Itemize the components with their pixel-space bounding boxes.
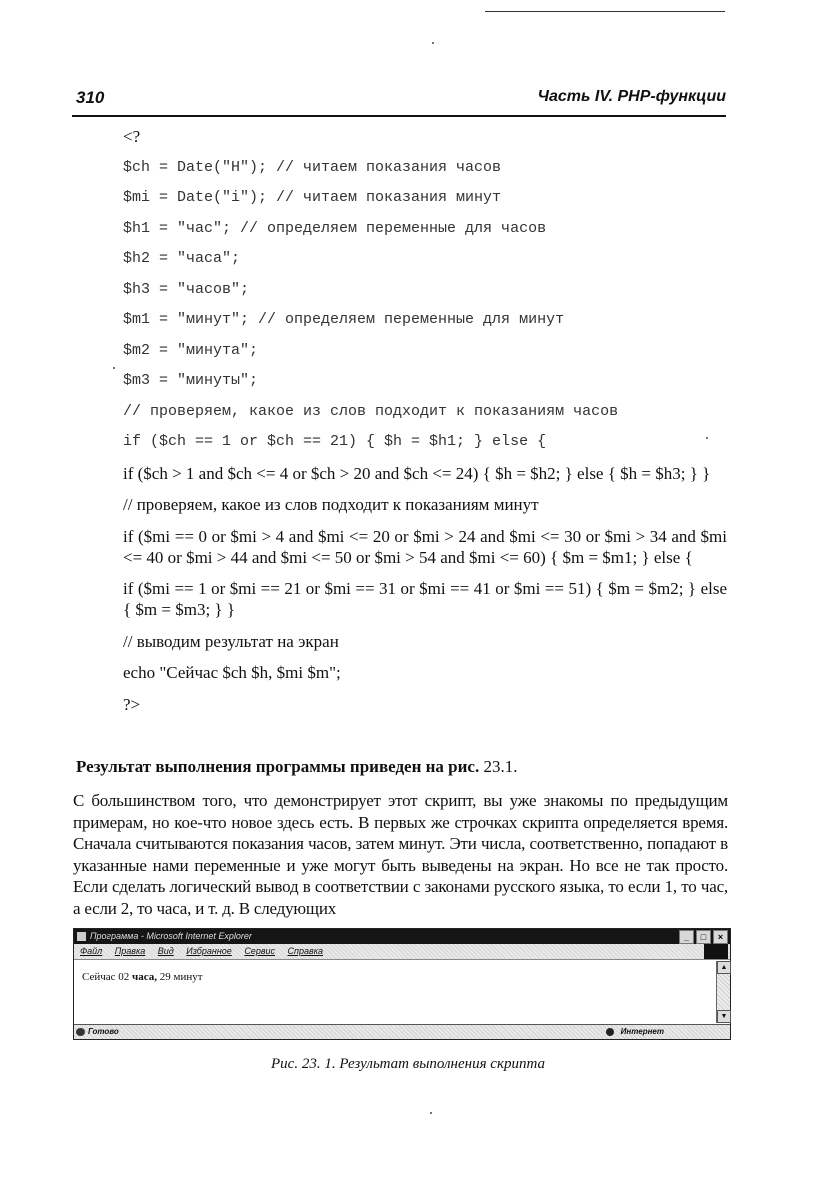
figure-caption: Рис. 23. 1. Результат выполнения скрипта	[271, 1056, 545, 1072]
code-line: $h3 = "часов";	[123, 280, 250, 298]
menu-tools[interactable]: Сервис	[244, 946, 276, 956]
browser-content	[74, 961, 716, 1021]
chapter-title: Часть IV. PHP-функции	[537, 88, 726, 105]
minimize-icon[interactable]: _	[679, 930, 694, 944]
scroll-down-icon[interactable]: ▼	[717, 1010, 731, 1023]
code-line: echo "Сейчас $ch $h, $mi $m";	[123, 663, 341, 682]
internet-zone-icon	[606, 1028, 614, 1036]
status-zone: Интернет	[620, 1027, 664, 1036]
code-line: $h1 = "час"; // определяем переменные для часов	[123, 219, 547, 237]
code-line: $m3 = "минуты";	[123, 372, 259, 389]
code-line: if ($mi == 0 or $mi > 4 and $mi <= 20 or $mi > 24 and $mi <= 30 or $mi > 34 and $mi <= 40 or $mi > 44 and $mi <= 50 or $mi > 54 and $mi <= 60) { $m = $m1; } else {	[123, 526, 727, 567]
code-line: // проверяем, какое из слов подходит к показаниям минут	[123, 495, 539, 514]
code-line: $m1 = "минут"; // определяем переменные для минут	[123, 311, 565, 328]
result-text: Результат выполнения программы приведен на рис.	[76, 757, 480, 776]
output-prefix: Сейчас 02	[82, 971, 130, 983]
scan-artifact-line	[485, 11, 725, 12]
close-icon[interactable]: ×	[713, 930, 728, 944]
code-line: ?>	[123, 694, 141, 714]
browser-titlebar	[74, 929, 730, 944]
code-line: <?	[123, 127, 141, 146]
output-suffix: 29 минут	[159, 971, 203, 983]
scan-dot	[113, 367, 115, 369]
page-number: 310	[76, 88, 105, 107]
code-listing	[123, 126, 727, 725]
code-line: if ($ch == 1 or $ch == 21) { $h = $h1; } else {	[123, 433, 547, 450]
scan-dot	[432, 42, 434, 44]
code-line: $ch = Date("H"); // читаем показания часов	[123, 158, 502, 176]
header-divider	[72, 115, 726, 117]
menu-file[interactable]: Файл	[80, 946, 103, 956]
body-paragraph: С большинством того, что демонстрирует этот скрипт, вы уже знакомы по предыдущим примерам, но кое-что новое здесь есть. В первых же строчках скрипта определяется время. Сначала считываются показания часов, затем минут. Эти числа, соответственно, попадают в указанные нами переменные и уже могут быть выведены на экран. Но все не так просто. Если сделать логический вывод в соответствии с законами русского языка, то если 1, то час, а если 2, то часа, и т. д. В следующих	[73, 791, 728, 918]
code-line: $h2 = "часа";	[123, 250, 241, 267]
code-line: if ($ch > 1 and $ch <= 4 or $ch > 20 and $ch <= 24) { $h = $h2; } else { $h = $h3; } }	[123, 463, 711, 483]
scan-dot	[430, 1112, 432, 1114]
browser-window-figure	[73, 928, 731, 1040]
menu-edit[interactable]: Правка	[114, 946, 146, 956]
result-heading	[76, 757, 517, 777]
figure-reference: 23.1.	[483, 757, 518, 776]
menu-help[interactable]: Справка	[287, 946, 323, 956]
browser-statusbar	[74, 1024, 730, 1039]
ie-app-icon	[77, 932, 86, 941]
maximize-icon[interactable]: □	[696, 930, 711, 944]
code-line: $m2 = "минута";	[123, 341, 259, 359]
vertical-scrollbar[interactable]	[716, 961, 730, 1023]
browser-menubar	[74, 944, 730, 960]
code-line: // проверяем, какое из слов подходит к показаниям часов	[123, 402, 619, 420]
code-line: // выводим результат на экран	[123, 631, 339, 651]
browser-title: Программа - Microsoft Internet Explorer	[90, 931, 252, 941]
output-hour-word: часа,	[132, 971, 158, 983]
code-line: $mi = Date("i"); // читаем показания минут	[123, 189, 502, 206]
code-line: if ($mi == 1 or $mi == 21 or $mi == 31 or $mi == 41 or $mi == 51) { $m = $m2; } else { $m = $m3; } }	[123, 579, 727, 619]
status-text: Готово	[88, 1027, 119, 1036]
scroll-up-icon[interactable]: ▲	[717, 961, 731, 974]
windows-logo-icon	[704, 944, 728, 959]
menu-view[interactable]: Вид	[157, 946, 174, 956]
page-status-icon	[76, 1028, 85, 1036]
menu-favorites[interactable]: Избранное	[186, 946, 232, 956]
